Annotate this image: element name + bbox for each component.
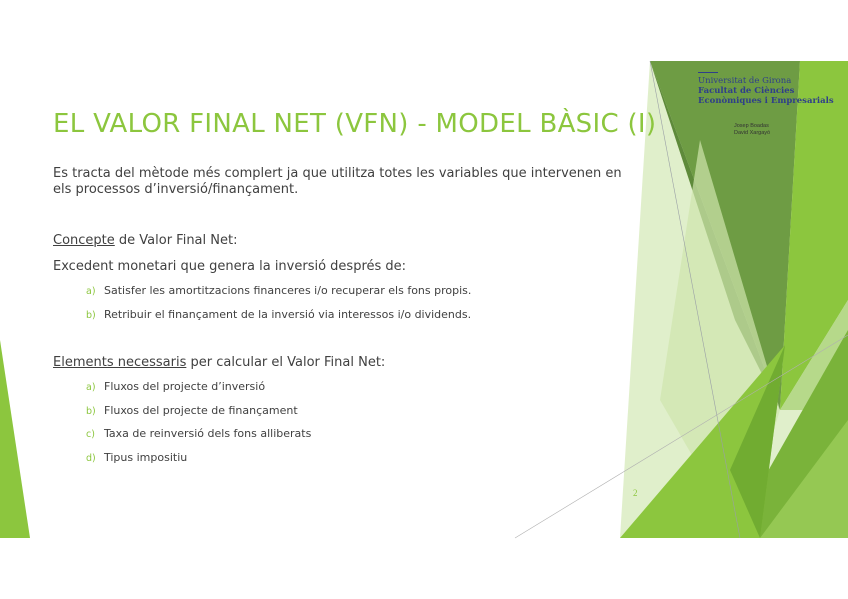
list-item-text: Fluxos del projecte de finançament [104,403,298,417]
university-logo [698,76,838,106]
elements-heading-rest: per calcular el Valor Final Net: [186,355,386,370]
list-item-text: Satisfer les amortitzacions financeres i/o recuperar els fons propis. [104,284,472,297]
list-item [86,451,311,475]
logo-mark [698,72,718,76]
page-number: 2 [633,488,638,498]
list-item [86,404,311,428]
concepte-heading [53,233,237,248]
elements-heading [53,355,385,370]
list-marker: b) [86,405,96,417]
list-item-text: Tipus impositiu [104,450,188,464]
list-marker: a) [86,382,96,393]
slide-title: EL VALOR FINAL NET (VFN) - MODEL BÀSIC (I) [53,109,657,139]
elements-list [86,380,311,474]
logo-line-3: Econòmiques i Empresarials [698,96,834,106]
list-item-text: Fluxos del projecte d’inversió [104,380,266,393]
concepte-list [86,284,471,331]
left-green-wedge [0,340,30,538]
list-item [86,308,471,332]
list-item-text: Retribuir el finançament de la inversió via interessos i/o dividends. [104,307,472,321]
list-item [86,380,311,404]
list-marker: b) [86,309,96,321]
list-marker: c) [86,429,95,440]
logo-line-1: Universitat de Girona [698,76,792,86]
author-2: David Xargayó [734,130,771,136]
concepte-heading-underlined: Concepte [53,233,115,248]
authors [734,123,770,137]
logo-line-2: Facultat de Ciències [698,86,795,96]
list-marker: d) [86,452,96,464]
intro-paragraph: Es tracta del mètode més complert ja que utilitza totes les variables que intervenen en els processos d’inversió/finançament. [53,166,622,197]
list-item-text: Taxa de reinversió dels fons alliberats [104,427,312,440]
list-marker: a) [86,286,96,297]
author-1: Josep Boadas [734,123,769,129]
elements-heading-underlined: Elements necessaris [53,355,187,370]
list-item [86,427,311,451]
concepte-subtitle: Excedent monetari que genera la inversió després de: [53,259,407,274]
list-item [86,284,471,308]
concepte-heading-rest: de Valor Final Net: [114,233,238,248]
